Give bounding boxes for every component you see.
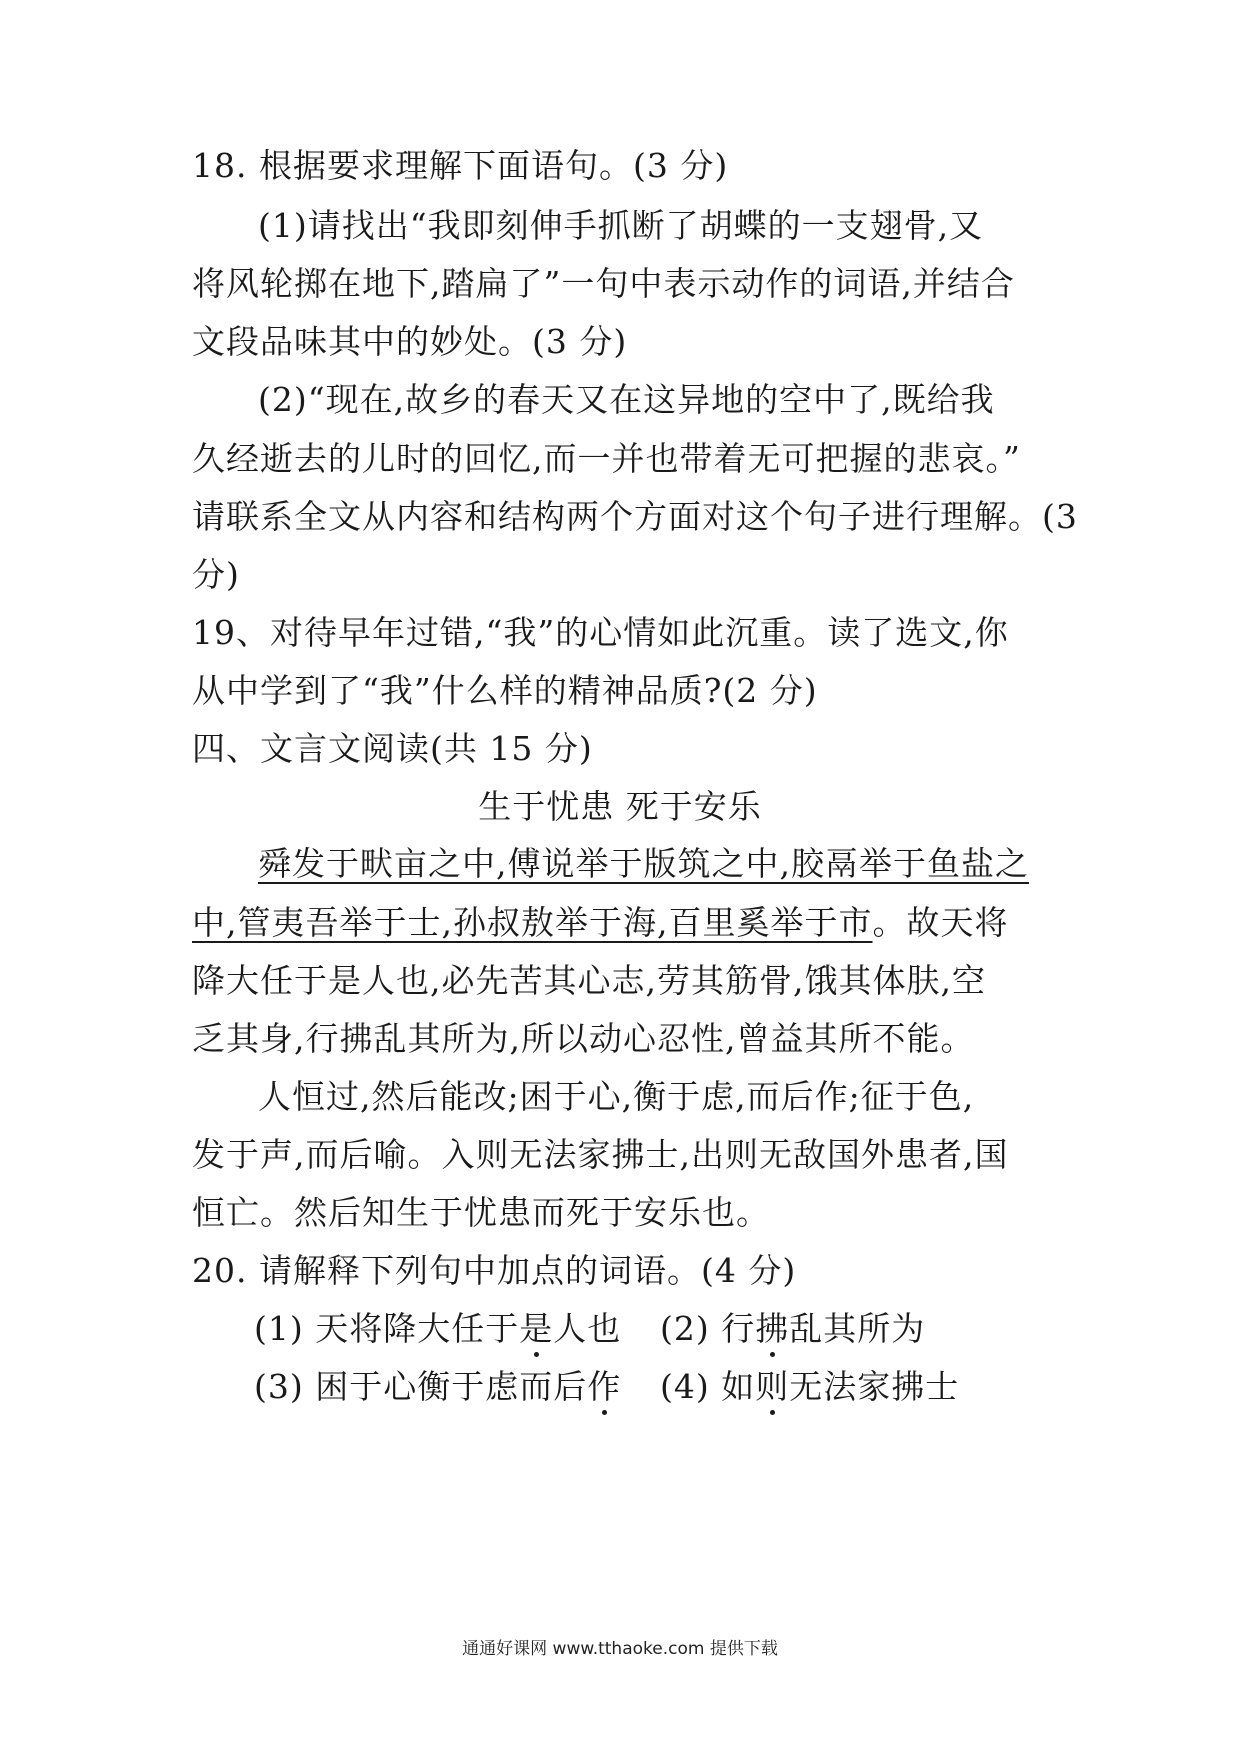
passage-para2-line: 恒亡。然后知生于忧患而死于安乐也。 [192,1193,770,1232]
underlined-text: 中,管夷吾举于士,孙叔敖举于海,百里奚举于市 [192,903,873,942]
vocab-item-1 [254,1309,621,1348]
passage-text: 。故天将 [872,903,1009,942]
question-18-part1-line: 文段品味其中的妙处。(3 分) [192,322,628,361]
dotted-word: 是 [519,1309,554,1348]
question-18-part2-line: 分) [192,555,240,594]
dotted-word: 作 [587,1367,622,1406]
passage-title: 生于忧患 死于安乐 [478,787,762,826]
vocab-item-3 [254,1367,621,1406]
vocab-item-row [254,1367,621,1407]
underlined-text: 舜发于畎亩之中,傅说举于版筑之中,胶鬲举于鱼盐之 [258,844,1029,883]
section-4-heading: 四、文言文阅读(共 15 分) [192,729,593,768]
vocab-item-row [660,1367,959,1407]
vocab-text: (2) 行 [660,1309,756,1348]
question-18-part2-line: 久经逝去的儿时的回忆,而一并也带着无可把握的悲哀。” [192,439,1021,478]
vocab-text: (3) 困于心衡于虑而后 [254,1367,588,1406]
question-18-part1-line: 将风轮掷在地下,踏扁了”一句中表示动作的词语,并结合 [192,264,1015,303]
passage-para1-line [258,844,1029,884]
passage-para1-line [192,903,1008,943]
dotted-word: 则 [755,1367,790,1406]
passage-para2-line: 人恒过,然后能改;困于心,衡于虑,而后作;征于色, [258,1077,975,1116]
question-18-title: 18. 根据要求理解下面语句。(3 分) [192,146,729,185]
question-18-part1-line: (1)请找出“我即刻伸手抓断了胡蝶的一支翅骨,又 [258,206,984,245]
question-18-part2-line: (2)“现在,故乡的春天又在这异地的空中了,既给我 [258,380,995,419]
vocab-text: 无法家拂士 [789,1367,960,1406]
vocab-text: 人也 [553,1309,622,1348]
vocab-item-row [660,1309,925,1349]
passage-para1-line: 降大任于是人也,必先苦其心志,劳其筋骨,饿其体肤,空 [192,961,986,1000]
question-20-title: 20. 请解释下列句中加点的词语。(4 分) [192,1251,797,1290]
question-18-part2-line: 请联系全文从内容和结构两个方面对这个句子进行理解。(3 [192,497,1078,536]
question-19-line: 19、对待早年过错,“我”的心情如此沉重。读了选文,你 [192,613,1009,652]
vocab-item-row [254,1309,621,1349]
dotted-word: 拂 [755,1309,790,1348]
vocab-text: 乱其所为 [789,1309,926,1348]
question-19-line: 从中学到了“我”什么样的精神品质?(2 分) [192,671,818,710]
passage-para1-line: 乏其身,行拂乱其所为,所以动心忍性,曾益其所不能。 [192,1019,975,1058]
vocab-item-2 [660,1309,925,1348]
passage-para2-line: 发于声,而后喻。入则无法家拂士,出则无敌国外患者,国 [192,1135,1009,1174]
vocab-item-4 [660,1367,959,1406]
vocab-text: (1) 天将降大任于 [254,1309,520,1348]
page-footer: 通通好课网 www.tthaoke.com 提供下载 [462,1639,778,1659]
vocab-text: (4) 如 [660,1367,756,1406]
